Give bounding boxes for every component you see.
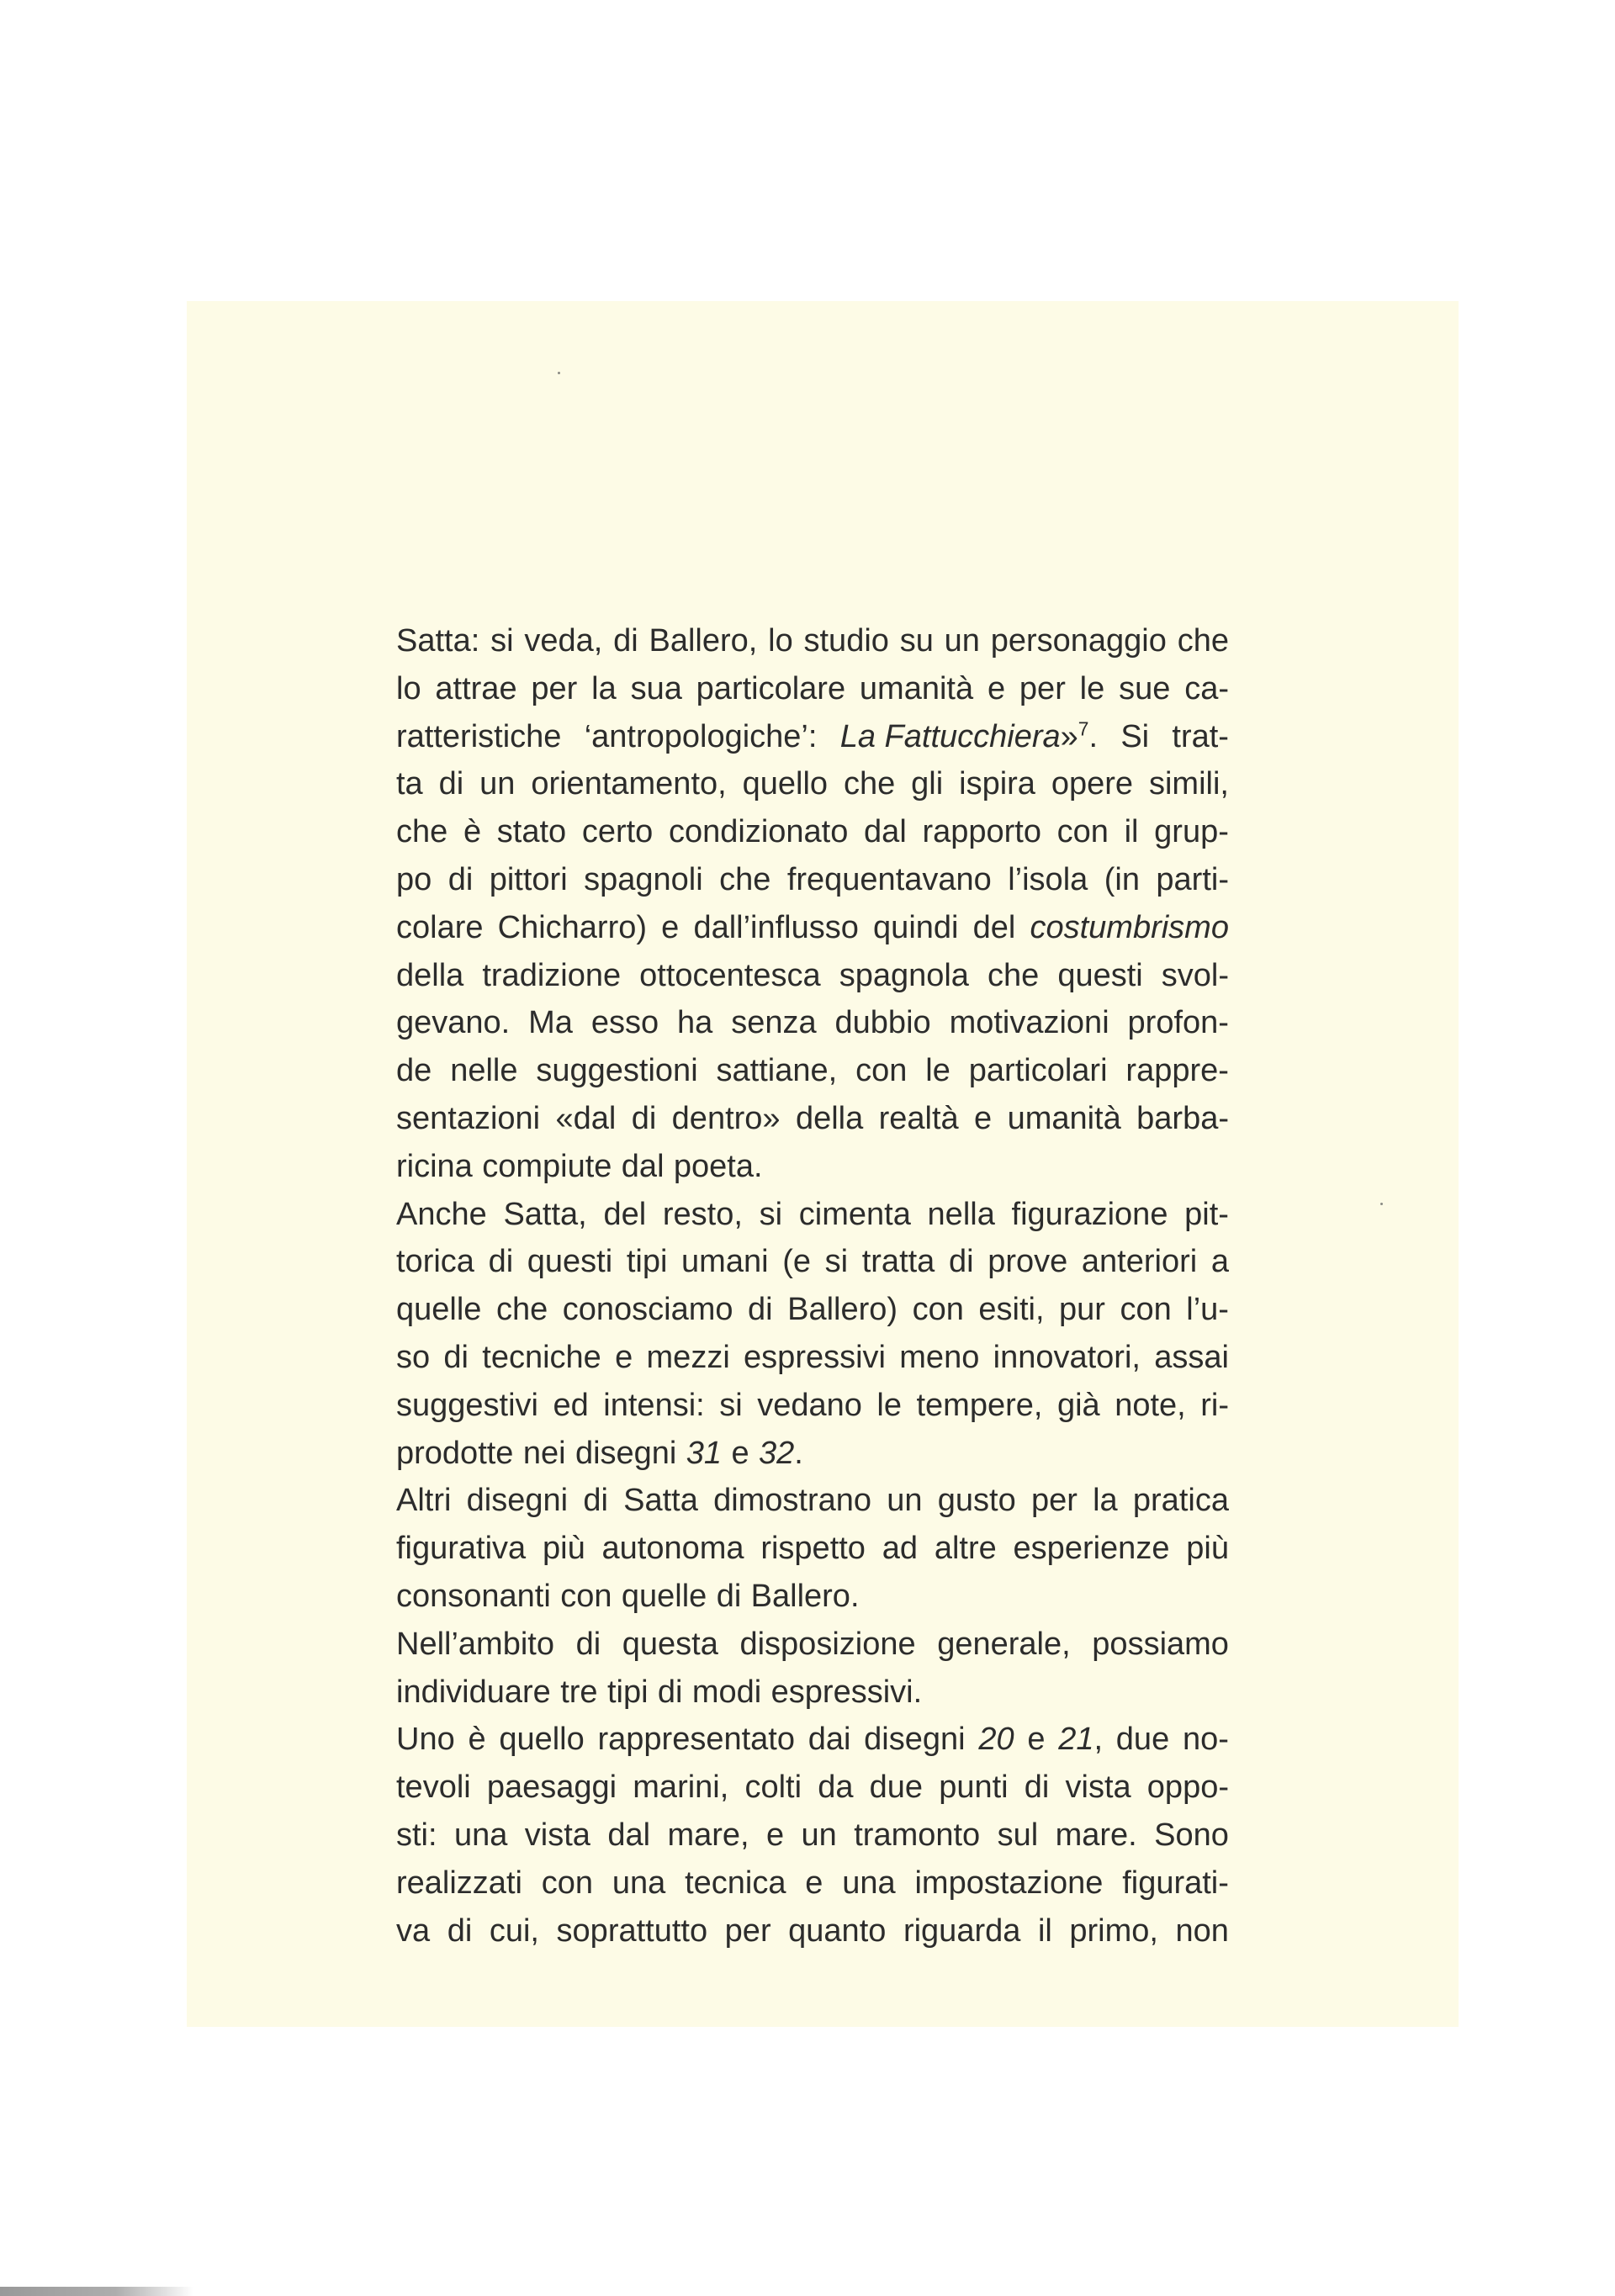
word: pratica bbox=[1132, 1483, 1229, 1519]
scan-speck bbox=[1380, 1203, 1383, 1205]
word: questi bbox=[1057, 957, 1143, 993]
word: tramonto bbox=[854, 1817, 981, 1853]
word: consonanti bbox=[396, 1578, 551, 1614]
paragraph bbox=[396, 1477, 1229, 1620]
word: sattiane, bbox=[716, 1053, 838, 1089]
word: disegni bbox=[466, 1483, 569, 1519]
word: un bbox=[479, 766, 516, 802]
text-line bbox=[396, 1047, 1229, 1095]
word: Ballero. bbox=[750, 1578, 860, 1614]
word: ricina bbox=[396, 1148, 473, 1184]
word: ca- bbox=[1184, 670, 1229, 706]
word: primo, bbox=[1069, 1912, 1158, 1949]
word: no- bbox=[1182, 1722, 1229, 1758]
word: spagnoli bbox=[584, 861, 703, 897]
word: profon- bbox=[1127, 1005, 1229, 1041]
word: Chicharro) bbox=[497, 909, 648, 945]
word: rapporto bbox=[922, 814, 1041, 850]
text-line bbox=[396, 1095, 1229, 1143]
word: vedano bbox=[757, 1387, 862, 1423]
word: ad bbox=[882, 1531, 919, 1567]
word: 20 bbox=[978, 1722, 1014, 1758]
word: con bbox=[1120, 1292, 1172, 1328]
word: di bbox=[613, 623, 638, 659]
word: espressivi. bbox=[770, 1674, 923, 1710]
word: tre bbox=[560, 1674, 598, 1710]
word: dal bbox=[864, 814, 907, 850]
word: de bbox=[396, 1053, 432, 1089]
paragraph bbox=[396, 1716, 1229, 1955]
word: innovatori, bbox=[993, 1339, 1141, 1375]
word: gevano. bbox=[396, 1005, 511, 1041]
word: ratteristiche bbox=[396, 718, 562, 754]
word: che bbox=[1177, 623, 1229, 659]
word: sul bbox=[997, 1817, 1039, 1853]
word: conosciamo bbox=[562, 1292, 733, 1328]
word: Altri bbox=[396, 1483, 452, 1519]
word: un bbox=[944, 623, 980, 659]
word: mare. bbox=[1055, 1817, 1137, 1853]
word: suggestioni bbox=[536, 1053, 698, 1089]
word: rappre- bbox=[1125, 1053, 1229, 1089]
word: ri- bbox=[1200, 1387, 1229, 1423]
word: lo bbox=[768, 623, 793, 659]
word: esso bbox=[590, 1005, 659, 1041]
word: studio bbox=[803, 623, 889, 659]
word: di bbox=[488, 1244, 514, 1280]
word: del bbox=[972, 909, 1016, 945]
word: prodotte bbox=[396, 1435, 514, 1471]
word: tecnica bbox=[685, 1865, 786, 1901]
word: particolari bbox=[968, 1053, 1108, 1089]
text-line bbox=[396, 1764, 1229, 1812]
word: trat- bbox=[1172, 718, 1229, 754]
word: tevoli bbox=[396, 1770, 471, 1806]
word: espressivi bbox=[744, 1339, 886, 1375]
paragraph bbox=[396, 1621, 1229, 1717]
word: pittori bbox=[489, 861, 568, 897]
word: suggestivi bbox=[396, 1387, 538, 1423]
word: una bbox=[842, 1865, 896, 1901]
word: tipi bbox=[606, 1674, 649, 1710]
word: poeta. bbox=[673, 1148, 763, 1184]
word: 21, bbox=[1058, 1722, 1104, 1758]
word: vista bbox=[524, 1817, 590, 1853]
word: la bbox=[1093, 1483, 1118, 1519]
word: ‘antropologiche’: bbox=[584, 718, 818, 754]
text-line bbox=[396, 808, 1229, 856]
text-line bbox=[396, 904, 1229, 952]
scan-speck bbox=[558, 372, 560, 374]
word: esiti, bbox=[978, 1292, 1045, 1328]
scan-edge-mark bbox=[0, 2287, 193, 2296]
word: pit- bbox=[1184, 1196, 1229, 1232]
word: stato bbox=[496, 814, 567, 850]
word: questi bbox=[527, 1244, 613, 1280]
word: mezzi bbox=[646, 1339, 730, 1375]
word: di bbox=[657, 1674, 683, 1710]
word: Satta, bbox=[503, 1196, 587, 1232]
word: (e bbox=[782, 1244, 811, 1280]
word: per bbox=[724, 1912, 771, 1949]
word: realtà bbox=[878, 1100, 959, 1136]
word: dubbio bbox=[834, 1005, 931, 1041]
word: grup- bbox=[1154, 814, 1229, 850]
word: so bbox=[396, 1339, 431, 1375]
word: soprattutto bbox=[556, 1912, 708, 1949]
word: tradizione bbox=[482, 957, 622, 993]
word: ed bbox=[553, 1387, 589, 1423]
word: resto, bbox=[662, 1196, 743, 1232]
word: per bbox=[531, 670, 578, 706]
text-line bbox=[396, 1812, 1229, 1860]
word: che bbox=[719, 861, 771, 897]
word: possiamo bbox=[1092, 1626, 1229, 1662]
body-text bbox=[396, 617, 1229, 1955]
word: la bbox=[591, 670, 617, 706]
word: costumbrismo bbox=[1030, 909, 1229, 945]
paragraph bbox=[396, 617, 1229, 1191]
word: umani bbox=[681, 1244, 769, 1280]
word: assai bbox=[1154, 1339, 1229, 1375]
word: quelle bbox=[621, 1578, 707, 1614]
word: che bbox=[396, 814, 448, 850]
word: note, bbox=[1115, 1387, 1186, 1423]
word: dentro» bbox=[671, 1100, 781, 1136]
word: (in bbox=[1104, 861, 1140, 897]
text-line bbox=[396, 1430, 1229, 1478]
text-line bbox=[396, 856, 1229, 904]
word: su bbox=[899, 623, 934, 659]
word: marini, bbox=[633, 1770, 729, 1806]
word: con bbox=[541, 1865, 594, 1901]
word: sue bbox=[1119, 670, 1171, 706]
text-line bbox=[396, 1573, 1229, 1621]
word: autonoma bbox=[601, 1531, 744, 1567]
word: disegni bbox=[864, 1722, 966, 1758]
word: di bbox=[575, 1626, 601, 1662]
word: opere bbox=[1051, 766, 1134, 802]
word: tempere, bbox=[916, 1387, 1043, 1423]
word: le bbox=[925, 1053, 950, 1089]
word: altre bbox=[934, 1531, 997, 1567]
word: da bbox=[818, 1770, 854, 1806]
word: tipi bbox=[626, 1244, 668, 1280]
word: di bbox=[447, 1912, 473, 1949]
word: realizzati bbox=[396, 1865, 522, 1901]
word: e bbox=[1027, 1722, 1046, 1758]
word: per bbox=[1019, 670, 1066, 706]
word: attrae bbox=[435, 670, 517, 706]
word: vista bbox=[1065, 1770, 1131, 1806]
word: Ballero) bbox=[787, 1292, 898, 1328]
text-line bbox=[396, 1238, 1229, 1286]
word: si bbox=[759, 1196, 783, 1232]
word: cimenta bbox=[798, 1196, 911, 1232]
word: spagnola bbox=[839, 957, 969, 993]
word: Satta bbox=[623, 1483, 698, 1519]
word: della bbox=[795, 1100, 864, 1136]
text-line bbox=[396, 1716, 1229, 1764]
word: si bbox=[490, 623, 514, 659]
text-line bbox=[396, 1669, 1229, 1717]
word: simili, bbox=[1148, 766, 1229, 802]
word: di bbox=[447, 861, 474, 897]
word: oppo- bbox=[1146, 1770, 1229, 1806]
word: ottocentesca bbox=[639, 957, 821, 993]
word: un bbox=[801, 1817, 837, 1853]
word: di bbox=[1024, 1770, 1050, 1806]
word: a bbox=[1210, 1244, 1229, 1280]
word: e bbox=[731, 1435, 749, 1471]
word: pur bbox=[1059, 1292, 1105, 1328]
word: anteriori bbox=[1081, 1244, 1198, 1280]
word: quindi bbox=[873, 909, 959, 945]
word: di bbox=[631, 1100, 657, 1136]
word: 31 bbox=[686, 1435, 723, 1471]
word: rispetto bbox=[760, 1531, 866, 1567]
word: ta bbox=[396, 766, 423, 802]
text-line bbox=[396, 1477, 1229, 1525]
word: di bbox=[748, 1292, 773, 1328]
word: lo bbox=[396, 670, 421, 706]
word: frequentavano bbox=[786, 861, 992, 897]
text-line bbox=[396, 1143, 1229, 1191]
word: modi bbox=[691, 1674, 762, 1710]
word: figurati- bbox=[1122, 1865, 1229, 1901]
word: svol- bbox=[1161, 957, 1229, 993]
text-line bbox=[396, 617, 1229, 665]
word: po bbox=[396, 861, 432, 897]
word: paesaggi bbox=[486, 1770, 617, 1806]
word: cui, bbox=[489, 1912, 539, 1949]
word: più bbox=[543, 1531, 585, 1567]
word: di bbox=[438, 766, 464, 802]
word: l’isola bbox=[1008, 861, 1088, 897]
word: quello bbox=[742, 766, 829, 802]
word: gli bbox=[911, 766, 944, 802]
word: impostazione bbox=[914, 1865, 1104, 1901]
word: le bbox=[1079, 670, 1105, 706]
word: ispira bbox=[959, 766, 1035, 802]
word: con bbox=[912, 1292, 964, 1328]
word: condizionato bbox=[668, 814, 849, 850]
word: parti- bbox=[1156, 861, 1229, 897]
word: dall’influsso bbox=[693, 909, 859, 945]
word: generale, bbox=[937, 1626, 1071, 1662]
word: tecniche bbox=[482, 1339, 601, 1375]
paragraph bbox=[396, 1191, 1229, 1478]
word: sentazioni bbox=[396, 1100, 541, 1136]
word: quelle bbox=[396, 1292, 482, 1328]
word: di bbox=[443, 1339, 469, 1375]
word: una bbox=[612, 1865, 666, 1901]
word: con bbox=[560, 1578, 612, 1614]
word: certo bbox=[581, 814, 654, 850]
word: 32. bbox=[758, 1435, 803, 1471]
text-line bbox=[396, 952, 1229, 1000]
word: senza bbox=[731, 1005, 817, 1041]
word: dal bbox=[621, 1148, 665, 1184]
word: rappresentato bbox=[597, 1722, 795, 1758]
word: tratta bbox=[861, 1244, 935, 1280]
word: si bbox=[719, 1387, 743, 1423]
word: è bbox=[468, 1722, 486, 1758]
word: disegni bbox=[575, 1435, 677, 1471]
word: colti bbox=[744, 1770, 802, 1806]
word: individuare bbox=[396, 1674, 551, 1710]
word: della bbox=[396, 957, 464, 993]
word: esperienze bbox=[1013, 1531, 1170, 1567]
word: con bbox=[1056, 814, 1109, 850]
text-line bbox=[396, 1860, 1229, 1907]
word: va bbox=[396, 1912, 431, 1949]
word: e bbox=[805, 1865, 823, 1901]
text-line bbox=[396, 1525, 1229, 1573]
word: quanto bbox=[788, 1912, 887, 1949]
word: particolare bbox=[696, 670, 846, 706]
word: figurativa bbox=[396, 1531, 527, 1567]
word: Sono bbox=[1154, 1817, 1229, 1853]
text-line bbox=[396, 1334, 1229, 1382]
word: due bbox=[869, 1770, 924, 1806]
text-line bbox=[396, 1286, 1229, 1334]
word: umanità bbox=[1007, 1100, 1121, 1136]
word: meno bbox=[899, 1339, 980, 1375]
word: le bbox=[876, 1387, 902, 1423]
text-line bbox=[396, 1382, 1229, 1430]
text-line bbox=[396, 1621, 1229, 1669]
word: e bbox=[974, 1100, 993, 1136]
word: che bbox=[843, 766, 896, 802]
text-line bbox=[396, 1191, 1229, 1239]
word: sti: bbox=[396, 1817, 437, 1853]
word: Ballero, bbox=[649, 623, 758, 659]
word: che bbox=[987, 957, 1040, 993]
word: l’u- bbox=[1186, 1292, 1229, 1328]
word: Nell’ambito bbox=[396, 1626, 554, 1662]
word: il bbox=[1037, 1912, 1052, 1949]
word: è bbox=[463, 814, 482, 850]
word: nella bbox=[927, 1196, 995, 1232]
word: sua bbox=[630, 670, 682, 706]
word: più bbox=[1186, 1531, 1229, 1567]
word: Si bbox=[1120, 718, 1150, 754]
word: e bbox=[987, 670, 1006, 706]
word: orientamento, bbox=[531, 766, 727, 802]
word: che bbox=[495, 1292, 548, 1328]
word: umanità bbox=[859, 670, 974, 706]
word: «dal bbox=[555, 1100, 617, 1136]
word: veda, bbox=[524, 623, 603, 659]
word: dai bbox=[808, 1722, 851, 1758]
word: già bbox=[1056, 1387, 1100, 1423]
text-line bbox=[396, 760, 1229, 808]
word: figurazione bbox=[1011, 1196, 1168, 1232]
word: colare bbox=[396, 909, 484, 945]
word: Uno bbox=[396, 1722, 455, 1758]
word: e bbox=[661, 909, 680, 945]
word: non bbox=[1175, 1912, 1229, 1949]
word: ha bbox=[677, 1005, 713, 1041]
word: intensi: bbox=[603, 1387, 705, 1423]
word: una bbox=[453, 1817, 508, 1853]
word: e bbox=[615, 1339, 633, 1375]
word: personaggio bbox=[990, 623, 1167, 659]
word: Anche bbox=[396, 1196, 487, 1232]
word: gusto bbox=[937, 1483, 1016, 1519]
word: e bbox=[766, 1817, 785, 1853]
text-line bbox=[396, 1907, 1229, 1955]
word: il bbox=[1124, 814, 1139, 850]
word: un bbox=[887, 1483, 923, 1519]
word: compiute bbox=[482, 1148, 612, 1184]
word: nei bbox=[522, 1435, 566, 1471]
word: di bbox=[716, 1578, 742, 1614]
word: di bbox=[948, 1244, 974, 1280]
text-line bbox=[396, 665, 1229, 713]
word: Satta: bbox=[396, 623, 480, 659]
text-line bbox=[396, 999, 1229, 1047]
word: dimostrano bbox=[713, 1483, 872, 1519]
word: disposizione bbox=[739, 1626, 916, 1662]
text-line bbox=[396, 713, 1229, 761]
word: con bbox=[855, 1053, 908, 1089]
word: due bbox=[1115, 1722, 1170, 1758]
word: si bbox=[824, 1244, 849, 1280]
word: prove bbox=[988, 1244, 1068, 1280]
word: torica bbox=[396, 1244, 474, 1280]
word: per bbox=[1030, 1483, 1078, 1519]
word: Ma bbox=[528, 1005, 573, 1041]
word: dal bbox=[607, 1817, 651, 1853]
word: barba- bbox=[1136, 1100, 1229, 1136]
word: motivazioni bbox=[949, 1005, 1109, 1041]
word: riguarda bbox=[903, 1912, 1021, 1949]
word: del bbox=[603, 1196, 647, 1232]
word: mare, bbox=[667, 1817, 749, 1853]
word: di bbox=[583, 1483, 608, 1519]
word: nelle bbox=[450, 1053, 518, 1089]
word: La Fattucchiera»$^7$. bbox=[839, 717, 1099, 754]
word: questa bbox=[622, 1626, 718, 1662]
word: quello bbox=[499, 1722, 585, 1758]
word: punti bbox=[939, 1770, 1009, 1806]
